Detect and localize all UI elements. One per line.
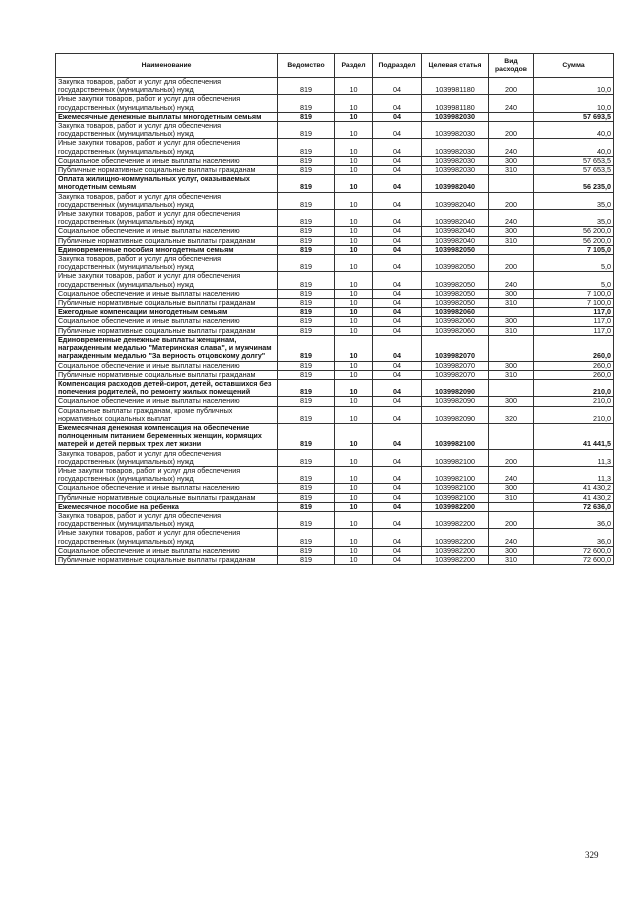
page-number: 329 (585, 850, 599, 860)
cell-sub: 04 (373, 255, 422, 272)
cell-name: Закупка товаров, работ и услуг для обеспечения государственных (муниципальных) нужд (56, 449, 278, 466)
cell-dept: 819 (278, 379, 335, 396)
cell-sum: 7 100,0 (534, 299, 614, 308)
cell-name: Социальное обеспечение и иные выплаты населению (56, 317, 278, 326)
table-row (56, 449, 614, 466)
cell-sub: 04 (373, 511, 422, 528)
cell-name: Иные закупки товаров, работ и услуг для обеспечения государственных (муниципальных) нужд (56, 139, 278, 156)
cell-name: Социальное обеспечение и иные выплаты населению (56, 361, 278, 370)
cell-exp: 310 (489, 326, 534, 335)
cell-target: 1039982070 (422, 335, 489, 361)
table-header (56, 54, 614, 78)
cell-target: 1039982030 (422, 139, 489, 156)
cell-sec: 10 (335, 361, 373, 370)
cell-exp: 300 (489, 546, 534, 555)
cell-sec: 10 (335, 289, 373, 298)
cell-name: Публичные нормативные социальные выплаты гражданам (56, 370, 278, 379)
cell-dept: 819 (278, 227, 335, 236)
cell-exp: 320 (489, 406, 534, 423)
cell-sub: 04 (373, 370, 422, 379)
cell-exp: 240 (489, 210, 534, 227)
table-row (56, 299, 614, 308)
cell-dept: 819 (278, 236, 335, 245)
cell-sec: 10 (335, 175, 373, 192)
cell-sec: 10 (335, 255, 373, 272)
table-row-subtotal (56, 379, 614, 396)
cell-target: 1039982060 (422, 326, 489, 335)
cell-target: 1039982050 (422, 289, 489, 298)
cell-name: Иные закупки товаров, работ и услуг для обеспечения государственных (муниципальных) нужд (56, 529, 278, 546)
cell-name: Ежемесячная денежная компенсация на обеспечение полноценным питанием беременных женщин, кормящих матерей и детей первых трех лет жизни (56, 423, 278, 449)
cell-sec: 10 (335, 370, 373, 379)
cell-target: 1039982100 (422, 493, 489, 502)
cell-dept: 819 (278, 289, 335, 298)
cell-sum: 41 430,2 (534, 484, 614, 493)
cell-sum: 56 200,0 (534, 227, 614, 236)
cell-target: 1039982070 (422, 361, 489, 370)
cell-target: 1039982090 (422, 397, 489, 406)
cell-sum: 36,0 (534, 529, 614, 546)
cell-sub: 04 (373, 397, 422, 406)
cell-target: 1039981180 (422, 78, 489, 95)
table-row (56, 529, 614, 546)
cell-exp: 240 (489, 529, 534, 546)
cell-sum: 40,0 (534, 122, 614, 139)
cell-target: 1039982040 (422, 210, 489, 227)
cell-name: Иные закупки товаров, работ и услуг для обеспечения государственных (муниципальных) нужд (56, 210, 278, 227)
cell-sub: 04 (373, 272, 422, 289)
header-name: Наименование (56, 54, 278, 78)
cell-sec: 10 (335, 493, 373, 502)
table-row (56, 406, 614, 423)
cell-sum: 35,0 (534, 210, 614, 227)
cell-sum: 260,0 (534, 370, 614, 379)
cell-exp (489, 502, 534, 511)
cell-name: Единовременные денежные выплаты женщинам, награжденным медалью "Материнская слава", и мужчинам награжденным медалью "За верность отцовскому долгу" (56, 335, 278, 361)
cell-target: 1039982060 (422, 317, 489, 326)
cell-sub: 04 (373, 139, 422, 156)
cell-sub: 04 (373, 210, 422, 227)
cell-exp: 240 (489, 95, 534, 112)
cell-sec: 10 (335, 308, 373, 317)
cell-exp: 300 (489, 397, 534, 406)
cell-sub: 04 (373, 192, 422, 209)
cell-dept: 819 (278, 546, 335, 555)
cell-target: 1039982070 (422, 370, 489, 379)
cell-sec: 10 (335, 299, 373, 308)
cell-exp (489, 112, 534, 121)
cell-sub: 04 (373, 326, 422, 335)
cell-dept: 819 (278, 95, 335, 112)
cell-dept: 819 (278, 255, 335, 272)
cell-exp: 300 (489, 484, 534, 493)
cell-sub: 04 (373, 555, 422, 564)
cell-name: Социальное обеспечение и иные выплаты населению (56, 227, 278, 236)
cell-sum: 210,0 (534, 379, 614, 396)
table-row (56, 317, 614, 326)
cell-name: Ежегодные компенсации многодетным семьям (56, 308, 278, 317)
cell-dept: 819 (278, 502, 335, 511)
cell-sec: 10 (335, 397, 373, 406)
table-row (56, 493, 614, 502)
cell-sub: 04 (373, 493, 422, 502)
cell-target: 1039982090 (422, 379, 489, 396)
cell-sec: 10 (335, 326, 373, 335)
cell-dept: 819 (278, 299, 335, 308)
cell-dept: 819 (278, 361, 335, 370)
cell-dept: 819 (278, 529, 335, 546)
cell-exp: 240 (489, 139, 534, 156)
cell-sub: 04 (373, 502, 422, 511)
cell-sec: 10 (335, 166, 373, 175)
cell-target: 1039982030 (422, 166, 489, 175)
cell-sum: 5,0 (534, 272, 614, 289)
cell-sum: 260,0 (534, 335, 614, 361)
cell-dept: 819 (278, 423, 335, 449)
cell-sub: 04 (373, 423, 422, 449)
cell-name: Закупка товаров, работ и услуг для обеспечения государственных (муниципальных) нужд (56, 192, 278, 209)
cell-sec: 10 (335, 245, 373, 254)
cell-target: 1039981180 (422, 95, 489, 112)
cell-dept: 819 (278, 78, 335, 95)
cell-sub: 04 (373, 484, 422, 493)
cell-name: Оплата жилищно-коммунальных услуг, оказываемых многодетным семьям (56, 175, 278, 192)
cell-sec: 10 (335, 546, 373, 555)
cell-exp: 200 (489, 449, 534, 466)
cell-sum: 7 105,0 (534, 245, 614, 254)
header-dept: Ведомство (278, 54, 335, 78)
cell-target: 1039982030 (422, 156, 489, 165)
header-subsection: Подраздел (373, 54, 422, 78)
cell-dept: 819 (278, 192, 335, 209)
table-row (56, 95, 614, 112)
table-row (56, 370, 614, 379)
cell-exp (489, 175, 534, 192)
cell-sum: 117,0 (534, 308, 614, 317)
cell-target: 1039982200 (422, 529, 489, 546)
cell-target: 1039982200 (422, 555, 489, 564)
cell-target: 1039982200 (422, 502, 489, 511)
cell-dept: 819 (278, 466, 335, 483)
cell-sec: 10 (335, 449, 373, 466)
cell-dept: 819 (278, 493, 335, 502)
cell-sum: 11,3 (534, 449, 614, 466)
cell-target: 1039982100 (422, 423, 489, 449)
cell-name: Социальные выплаты гражданам, кроме публичных нормативных социальных выплат (56, 406, 278, 423)
cell-dept: 819 (278, 139, 335, 156)
cell-sec: 10 (335, 502, 373, 511)
cell-sub: 04 (373, 361, 422, 370)
cell-sec: 10 (335, 484, 373, 493)
cell-name: Социальное обеспечение и иные выплаты населению (56, 156, 278, 165)
cell-sec: 10 (335, 210, 373, 227)
cell-target: 1039982030 (422, 122, 489, 139)
table-row (56, 122, 614, 139)
header-section: Раздел (335, 54, 373, 78)
cell-exp: 200 (489, 255, 534, 272)
table-row (56, 156, 614, 165)
cell-sec: 10 (335, 192, 373, 209)
cell-sub: 04 (373, 466, 422, 483)
cell-target: 1039982100 (422, 449, 489, 466)
cell-name: Публичные нормативные социальные выплаты гражданам (56, 236, 278, 245)
cell-dept: 819 (278, 112, 335, 121)
cell-sub: 04 (373, 299, 422, 308)
cell-sum: 72 600,0 (534, 546, 614, 555)
cell-name: Компенсация расходов детей-сирот, детей, оставшихся без попечения родителей, по ремонту жилых помещений (56, 379, 278, 396)
cell-exp: 200 (489, 192, 534, 209)
table-row (56, 272, 614, 289)
table-row (56, 397, 614, 406)
cell-sum: 72 636,0 (534, 502, 614, 511)
cell-exp (489, 245, 534, 254)
cell-sec: 10 (335, 317, 373, 326)
cell-dept: 819 (278, 511, 335, 528)
cell-name: Публичные нормативные социальные выплаты гражданам (56, 493, 278, 502)
table-row-subtotal (56, 245, 614, 254)
cell-target: 1039982100 (422, 484, 489, 493)
cell-exp: 310 (489, 236, 534, 245)
cell-name: Социальное обеспечение и иные выплаты населению (56, 546, 278, 555)
cell-dept: 819 (278, 449, 335, 466)
table-row (56, 466, 614, 483)
cell-sec: 10 (335, 156, 373, 165)
cell-sec: 10 (335, 227, 373, 236)
table-row (56, 236, 614, 245)
cell-sec: 10 (335, 272, 373, 289)
cell-sub: 04 (373, 122, 422, 139)
cell-sub: 04 (373, 406, 422, 423)
cell-sum: 210,0 (534, 397, 614, 406)
cell-exp: 300 (489, 317, 534, 326)
cell-sec: 10 (335, 139, 373, 156)
cell-sub: 04 (373, 529, 422, 546)
cell-sec: 10 (335, 379, 373, 396)
cell-sum: 41 430,2 (534, 493, 614, 502)
cell-sub: 04 (373, 175, 422, 192)
cell-name: Иные закупки товаров, работ и услуг для обеспечения государственных (муниципальных) нужд (56, 272, 278, 289)
cell-exp: 310 (489, 493, 534, 502)
cell-dept: 819 (278, 308, 335, 317)
cell-sub: 04 (373, 317, 422, 326)
cell-sum: 36,0 (534, 511, 614, 528)
cell-dept: 819 (278, 555, 335, 564)
cell-sum: 35,0 (534, 192, 614, 209)
cell-sub: 04 (373, 308, 422, 317)
cell-sub: 04 (373, 78, 422, 95)
header-target: Целевая статья (422, 54, 489, 78)
cell-name: Ежемесячные денежные выплаты многодетным семьям (56, 112, 278, 121)
cell-dept: 819 (278, 326, 335, 335)
cell-dept: 819 (278, 166, 335, 175)
table-row (56, 166, 614, 175)
cell-sec: 10 (335, 466, 373, 483)
cell-name: Публичные нормативные социальные выплаты гражданам (56, 326, 278, 335)
table-row (56, 210, 614, 227)
cell-sec: 10 (335, 112, 373, 121)
table-row (56, 546, 614, 555)
cell-target: 1039982040 (422, 236, 489, 245)
cell-exp: 310 (489, 370, 534, 379)
cell-dept: 819 (278, 397, 335, 406)
cell-sum: 40,0 (534, 139, 614, 156)
cell-sum: 260,0 (534, 361, 614, 370)
cell-exp: 310 (489, 555, 534, 564)
cell-name: Единовременные пособия многодетным семьям (56, 245, 278, 254)
cell-dept: 819 (278, 175, 335, 192)
table-row-subtotal (56, 308, 614, 317)
table-row (56, 361, 614, 370)
cell-sum: 210,0 (534, 406, 614, 423)
table-row-subtotal (56, 502, 614, 511)
cell-sec: 10 (335, 529, 373, 546)
table-row (56, 255, 614, 272)
cell-dept: 819 (278, 406, 335, 423)
cell-target: 1039982060 (422, 308, 489, 317)
table-row (56, 511, 614, 528)
cell-dept: 819 (278, 210, 335, 227)
cell-target: 1039982040 (422, 192, 489, 209)
cell-target: 1039982200 (422, 511, 489, 528)
cell-target: 1039982050 (422, 299, 489, 308)
cell-target: 1039982040 (422, 175, 489, 192)
cell-sec: 10 (335, 406, 373, 423)
cell-sum: 56 235,0 (534, 175, 614, 192)
cell-exp (489, 308, 534, 317)
cell-dept: 819 (278, 335, 335, 361)
cell-sub: 04 (373, 227, 422, 236)
cell-target: 1039982200 (422, 546, 489, 555)
table-row (56, 289, 614, 298)
cell-sum: 72 600,0 (534, 555, 614, 564)
cell-exp (489, 423, 534, 449)
cell-dept: 819 (278, 370, 335, 379)
cell-sum: 57 653,5 (534, 166, 614, 175)
cell-target: 1039982090 (422, 406, 489, 423)
cell-sum: 10,0 (534, 95, 614, 112)
cell-sec: 10 (335, 335, 373, 361)
cell-sec: 10 (335, 78, 373, 95)
cell-dept: 819 (278, 317, 335, 326)
cell-sum: 41 441,5 (534, 423, 614, 449)
cell-name: Иные закупки товаров, работ и услуг для обеспечения государственных (муниципальных) нужд (56, 466, 278, 483)
cell-sec: 10 (335, 236, 373, 245)
cell-name: Социальное обеспечение и иные выплаты населению (56, 484, 278, 493)
cell-dept: 819 (278, 245, 335, 254)
cell-dept: 819 (278, 272, 335, 289)
cell-exp: 200 (489, 511, 534, 528)
cell-dept: 819 (278, 484, 335, 493)
cell-target: 1039982030 (422, 112, 489, 121)
cell-name: Закупка товаров, работ и услуг для обеспечения государственных (муниципальных) нужд (56, 122, 278, 139)
table-body (56, 78, 614, 565)
cell-exp: 310 (489, 299, 534, 308)
cell-name: Социальное обеспечение и иные выплаты населению (56, 397, 278, 406)
cell-exp (489, 379, 534, 396)
cell-exp: 300 (489, 227, 534, 236)
cell-dept: 819 (278, 122, 335, 139)
cell-sum: 56 200,0 (534, 236, 614, 245)
cell-target: 1039982050 (422, 272, 489, 289)
cell-sec: 10 (335, 555, 373, 564)
cell-sub: 04 (373, 449, 422, 466)
table-row (56, 139, 614, 156)
cell-name: Социальное обеспечение и иные выплаты населению (56, 289, 278, 298)
cell-sub: 04 (373, 289, 422, 298)
cell-target: 1039982050 (422, 255, 489, 272)
cell-name: Иные закупки товаров, работ и услуг для обеспечения государственных (муниципальных) нужд (56, 95, 278, 112)
table-row (56, 227, 614, 236)
table-row (56, 326, 614, 335)
cell-name: Закупка товаров, работ и услуг для обеспечения государственных (муниципальных) нужд (56, 511, 278, 528)
cell-exp: 240 (489, 466, 534, 483)
cell-sec: 10 (335, 511, 373, 528)
cell-sum: 117,0 (534, 317, 614, 326)
cell-sub: 04 (373, 236, 422, 245)
table-row-subtotal (56, 112, 614, 121)
cell-sub: 04 (373, 335, 422, 361)
cell-sec: 10 (335, 95, 373, 112)
cell-exp: 300 (489, 289, 534, 298)
cell-sub: 04 (373, 156, 422, 165)
table-row (56, 555, 614, 564)
cell-target: 1039982040 (422, 227, 489, 236)
cell-target: 1039982050 (422, 245, 489, 254)
cell-name: Ежемесячное пособие на ребенка (56, 502, 278, 511)
cell-exp: 200 (489, 78, 534, 95)
cell-sec: 10 (335, 122, 373, 139)
cell-sec: 10 (335, 423, 373, 449)
cell-name: Публичные нормативные социальные выплаты гражданам (56, 555, 278, 564)
cell-exp: 300 (489, 156, 534, 165)
cell-exp: 200 (489, 122, 534, 139)
table-row (56, 78, 614, 95)
cell-sum: 57 693,5 (534, 112, 614, 121)
cell-exp (489, 335, 534, 361)
cell-sum: 117,0 (534, 326, 614, 335)
cell-name: Закупка товаров, работ и услуг для обеспечения государственных (муниципальных) нужд (56, 78, 278, 95)
table-row-subtotal (56, 423, 614, 449)
cell-sum: 11,3 (534, 466, 614, 483)
table-row-subtotal (56, 175, 614, 192)
cell-exp: 240 (489, 272, 534, 289)
cell-exp: 300 (489, 361, 534, 370)
cell-sub: 04 (373, 112, 422, 121)
cell-sum: 10,0 (534, 78, 614, 95)
cell-name: Публичные нормативные социальные выплаты гражданам (56, 299, 278, 308)
cell-sub: 04 (373, 166, 422, 175)
cell-target: 1039982100 (422, 466, 489, 483)
table-row (56, 484, 614, 493)
budget-table (55, 53, 614, 565)
cell-sub: 04 (373, 546, 422, 555)
cell-exp: 310 (489, 166, 534, 175)
cell-sum: 5,0 (534, 255, 614, 272)
cell-dept: 819 (278, 156, 335, 165)
cell-sum: 57 653,5 (534, 156, 614, 165)
cell-name: Закупка товаров, работ и услуг для обеспечения государственных (муниципальных) нужд (56, 255, 278, 272)
table-row (56, 192, 614, 209)
cell-name: Публичные нормативные социальные выплаты гражданам (56, 166, 278, 175)
table-row-subtotal (56, 335, 614, 361)
cell-sum: 7 100,0 (534, 289, 614, 298)
cell-sub: 04 (373, 379, 422, 396)
cell-sub: 04 (373, 245, 422, 254)
cell-sub: 04 (373, 95, 422, 112)
header-sum: Сумма (534, 54, 614, 78)
header-exp: Вид расходов (489, 54, 534, 78)
